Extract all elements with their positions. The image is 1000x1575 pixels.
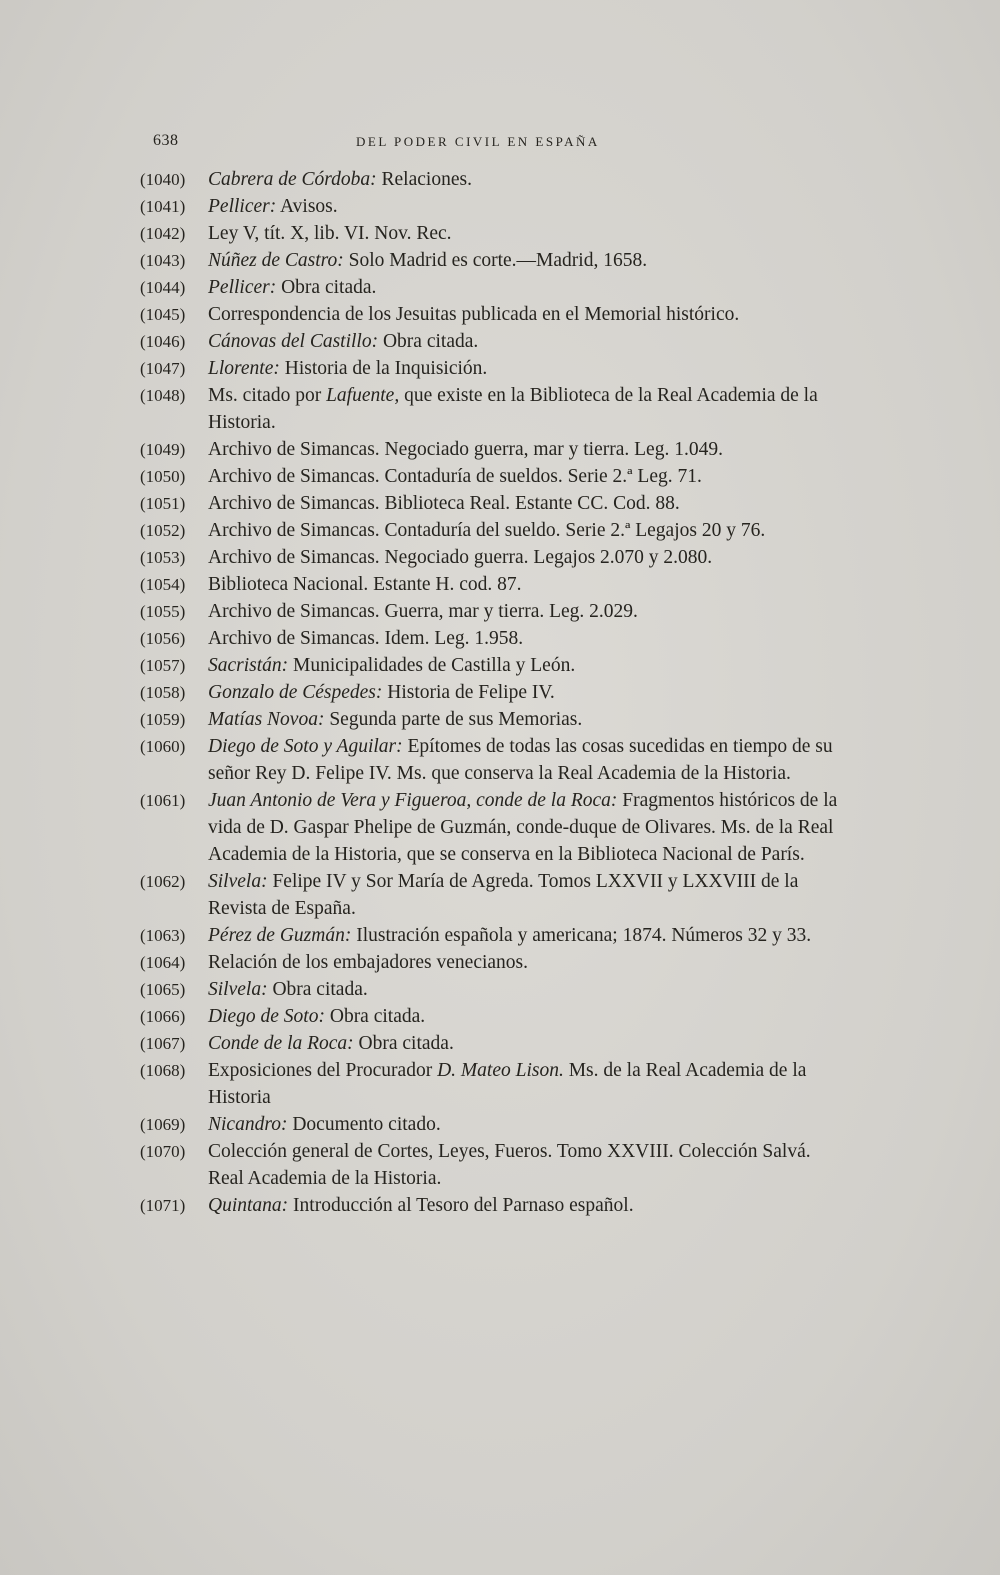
endnote-reference: Relación de los embajadores venecianos. — [208, 952, 529, 973]
endnote-reference: Solo Madrid es corte.—Madrid, 1658. — [343, 250, 648, 271]
endnote-author: Juan Antonio de Vera y Figueroa, conde de la Roca: — [208, 790, 618, 811]
endnote-number: (1043) — [140, 251, 186, 270]
endnote-author: Sacristán: — [208, 655, 289, 676]
endnote — [140, 382, 840, 436]
endnote-author: Lafuente, — [326, 385, 400, 406]
endnote-number: (1044) — [140, 278, 186, 297]
endnote-author: Cánovas del Castillo: — [208, 331, 379, 352]
page-header — [0, 132, 1000, 156]
endnote-reference: que existe en la Biblioteca de la Real Academia de la Historia. — [208, 385, 818, 433]
endnote-number: (1057) — [140, 656, 186, 675]
endnote-number: (1062) — [140, 872, 186, 891]
endnote — [140, 247, 840, 274]
endnote-reference: Obra citada. — [353, 1033, 454, 1054]
endnotes-list — [140, 166, 840, 1219]
endnote-reference: Felipe IV y Sor María de Agreda. Tomos LXXVII y LXXVIII de la Revista de España. — [208, 871, 799, 919]
endnote — [140, 328, 840, 355]
endnote-number: (1067) — [140, 1034, 186, 1053]
endnote-text — [208, 355, 840, 382]
endnote — [140, 193, 840, 220]
endnote-author: Silvela: — [208, 871, 268, 892]
endnote — [140, 544, 840, 571]
endnote-text — [208, 1057, 840, 1111]
endnote-text — [208, 328, 840, 355]
endnote-text — [208, 1111, 840, 1138]
endnote — [140, 1192, 840, 1219]
endnote-text — [208, 1030, 840, 1057]
endnote — [140, 355, 840, 382]
endnote-number: (1050) — [140, 467, 186, 486]
endnote-text — [208, 517, 840, 544]
endnote-number: (1061) — [140, 791, 186, 810]
endnote-reference: Archivo de Simancas. Contaduría de sueldos. Serie 2.ª Leg. 71. — [208, 466, 702, 487]
endnote-reference: Introducción al Tesoro del Parnaso español. — [288, 1195, 634, 1216]
endnote-number: (1042) — [140, 224, 186, 243]
endnote-reference: Historia de Felipe IV. — [382, 682, 555, 703]
endnote-text — [208, 949, 840, 976]
endnote-number: (1052) — [140, 521, 186, 540]
endnote — [140, 1138, 840, 1192]
endnote — [140, 1003, 840, 1030]
endnote-number: (1060) — [140, 737, 186, 756]
endnote-number: (1056) — [140, 629, 186, 648]
endnote-number: (1053) — [140, 548, 186, 567]
endnote-reference: Colección general de Cortes, Leyes, Fueros. Tomo XXVIII. Colección Salvá. Real Academia de la Historia. — [208, 1141, 811, 1189]
endnote-author: Gonzalo de Céspedes: — [208, 682, 383, 703]
endnote-text — [208, 1138, 840, 1192]
endnote-reference: Archivo de Simancas. Guerra, mar y tierra. Leg. 2.029. — [208, 601, 638, 622]
endnote-author: Cabrera de Córdoba: — [208, 169, 377, 190]
endnote-reference: Avisos. — [276, 196, 338, 217]
endnote-reference: Archivo de Simancas. Biblioteca Real. Estante CC. Cod. 88. — [208, 493, 680, 514]
endnote-author: Pellicer: — [208, 196, 277, 217]
endnote-author: D. Mateo Lison. — [437, 1060, 564, 1081]
endnote-number: (1047) — [140, 359, 186, 378]
endnote-number: (1055) — [140, 602, 186, 621]
endnote-text — [208, 868, 840, 922]
endnote-number: (1069) — [140, 1115, 186, 1134]
endnote-text — [208, 625, 840, 652]
endnote-text — [208, 571, 840, 598]
endnote-text — [208, 193, 840, 220]
endnote-text — [208, 382, 840, 436]
endnote-text — [208, 976, 840, 1003]
endnote-author: Quintana: — [208, 1195, 289, 1216]
endnote-author: Matías Novoa: — [208, 709, 325, 730]
endnote-reference: Segunda parte de sus Memorias. — [324, 709, 583, 730]
endnote-author: Diego de Soto y Aguilar: — [208, 736, 403, 757]
endnote — [140, 922, 840, 949]
endnote-text — [208, 274, 840, 301]
endnote-number: (1045) — [140, 305, 186, 324]
endnote-author: Diego de Soto: — [208, 1006, 325, 1027]
endnote-reference: Ms. de la Real Academia de la Historia — [208, 1060, 807, 1108]
endnote-author: Pellicer: — [208, 277, 277, 298]
endnote-number: (1065) — [140, 980, 186, 999]
endnote — [140, 301, 840, 328]
endnote-text — [208, 166, 840, 193]
endnote-number: (1068) — [140, 1061, 186, 1080]
endnote — [140, 220, 840, 247]
endnote-reference: Correspondencia de los Jesuitas publicada en el Memorial histórico. — [208, 304, 740, 325]
endnote — [140, 679, 840, 706]
endnote-reference: Epítomes de todas las cosas sucedidas en tiempo de su señor Rey D. Felipe IV. Ms. que conserva la Real Academia de la Historia. — [208, 736, 833, 784]
endnote-text — [208, 922, 840, 949]
endnote-reference: Obra citada. — [276, 277, 377, 298]
endnote-author: Núñez de Castro: — [208, 250, 344, 271]
endnote-number: (1040) — [140, 170, 186, 189]
endnote-reference: Fragmentos históricos de la vida de D. Gaspar Phelipe de Guzmán, conde-duque de Olivares. Ms. de la Real Academia de la Historia, que se conserva en la Biblioteca Nacional de París. — [208, 790, 838, 865]
endnote-text — [208, 1192, 840, 1219]
endnote-number: (1048) — [140, 386, 186, 405]
endnote-prefix: Ms. citado por — [208, 385, 327, 406]
endnote-author: Nicandro: — [208, 1114, 288, 1135]
endnote-reference: Documento citado. — [287, 1114, 441, 1135]
endnote — [140, 436, 840, 463]
endnote — [140, 787, 840, 868]
endnote-reference: Ley V, tít. X, lib. VI. Nov. Rec. — [208, 223, 452, 244]
endnote — [140, 976, 840, 1003]
endnote-author: Silvela: — [208, 979, 268, 1000]
endnote-text — [208, 652, 840, 679]
endnote — [140, 490, 840, 517]
endnote-number: (1063) — [140, 926, 186, 945]
endnote — [140, 598, 840, 625]
running-head: DEL PODER CIVIL EN ESPAÑA — [356, 134, 600, 149]
endnote-text — [208, 598, 840, 625]
endnote-number: (1046) — [140, 332, 186, 351]
endnote — [140, 949, 840, 976]
endnote — [140, 517, 840, 544]
endnote-reference: Archivo de Simancas. Negociado guerra. Legajos 2.070 y 2.080. — [208, 547, 713, 568]
endnote-number: (1066) — [140, 1007, 186, 1026]
endnote-author: Llorente: — [208, 358, 280, 379]
endnote — [140, 1057, 840, 1111]
endnote — [140, 571, 840, 598]
endnote-text — [208, 679, 840, 706]
endnote-author: Pérez de Guzmán: — [208, 925, 352, 946]
endnote-number: (1064) — [140, 953, 186, 972]
endnote-reference: Relaciones. — [376, 169, 472, 190]
endnote — [140, 1111, 840, 1138]
endnote-number: (1071) — [140, 1196, 186, 1215]
endnote-text — [208, 301, 840, 328]
endnote-text — [208, 247, 840, 274]
endnote-text — [208, 706, 840, 733]
endnote-text — [208, 220, 840, 247]
endnote-number: (1059) — [140, 710, 186, 729]
endnote-text — [208, 733, 840, 787]
endnote-reference: Biblioteca Nacional. Estante H. cod. 87. — [208, 574, 522, 595]
endnote-text — [208, 463, 840, 490]
endnote — [140, 463, 840, 490]
endnote-number: (1041) — [140, 197, 186, 216]
endnote-text — [208, 544, 840, 571]
endnote-reference: Obra citada. — [324, 1006, 426, 1027]
endnote-text — [208, 490, 840, 517]
endnote — [140, 625, 840, 652]
endnote-reference: Obra citada. — [378, 331, 479, 352]
endnote-reference: Obra citada. — [267, 979, 368, 1000]
endnote-reference: Historia de la Inquisición. — [279, 358, 488, 379]
endnote-number: (1058) — [140, 683, 186, 702]
endnote-number: (1051) — [140, 494, 186, 513]
endnote — [140, 274, 840, 301]
endnote-prefix: Exposiciones del Procurador — [208, 1060, 438, 1081]
endnote-text — [208, 787, 840, 868]
endnote — [140, 868, 840, 922]
endnote — [140, 166, 840, 193]
page-number: 638 — [153, 132, 179, 149]
endnote-reference: Municipalidades de Castilla y León. — [288, 655, 576, 676]
endnote-author: Conde de la Roca: — [208, 1033, 354, 1054]
endnote-number: (1049) — [140, 440, 186, 459]
endnote-reference: Ilustración española y americana; 1874. Números 32 y 33. — [351, 925, 812, 946]
endnote — [140, 733, 840, 787]
endnote — [140, 706, 840, 733]
endnote — [140, 1030, 840, 1057]
endnote-number: (1054) — [140, 575, 186, 594]
endnote-reference: Archivo de Simancas. Idem. Leg. 1.958. — [208, 628, 524, 649]
endnote-reference: Archivo de Simancas. Contaduría del sueldo. Serie 2.ª Legajos 20 y 76. — [208, 520, 766, 541]
endnote-text — [208, 436, 840, 463]
endnote-text — [208, 1003, 840, 1030]
endnote-number: (1070) — [140, 1142, 186, 1161]
endnote — [140, 652, 840, 679]
endnote-reference: Archivo de Simancas. Negociado guerra, mar y tierra. Leg. 1.049. — [208, 439, 723, 460]
